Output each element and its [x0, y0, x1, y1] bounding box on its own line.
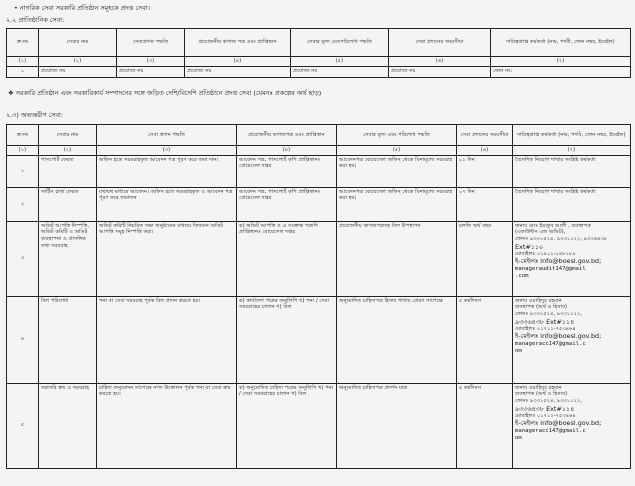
column-number: (৩) — [117, 57, 185, 67]
officer-line: ৯৩৩৬৪৩৮ Ext#১১৪ — [515, 317, 575, 326]
service-name: অডিট আপত্তি নিস্পত্তি, অডিট কমিটি ও অডিট ব্যবস্থাপনা ও প্রাসঙ্গিক তথ্য সরবরাহ — [39, 221, 97, 296]
officer-email-line[interactable]: manageracc147@gmail.c — [515, 340, 586, 347]
time-limit: ৫ কর্মদিবস — [457, 383, 513, 468]
table-row — [7, 155, 631, 187]
header-cell: সেবা প্রদানের সময়সীমা — [457, 125, 513, 146]
cell: প্রযোজ্য নয় — [389, 66, 491, 77]
officer-line: মোবাইলঃ ০১৭১২-৭৫৩৪৬৪ — [515, 412, 576, 419]
column-number: (১) — [7, 57, 39, 67]
officer-email-line[interactable]: ই-মেইলঃ info@boesl.gov.bd; — [515, 419, 602, 428]
officer-email-line[interactable]: om — [515, 434, 522, 441]
officer-email-line[interactable]: ই-মেইলঃ info@boesl.gov.bd; — [515, 257, 602, 266]
internal-service-table — [6, 124, 631, 469]
column-number: (৪) — [237, 146, 337, 156]
header-cell: দায়িত্বপ্রাপ্ত কর্মকর্তা (নাম, পদবী, ফোন নম্বর, ইমেইল) — [491, 29, 631, 57]
service-method: যথাযথ মাধ্যমে আবেদন। অফিস হতে সরবরাহকৃত ও আবেদন পত্র পূরণ করে জমাদান — [97, 187, 237, 221]
officer-line: বৈদেশিক নিয়োগ শাখার সংশ্লিষ্ট কর্মকর্তা — [515, 188, 596, 195]
cell: প্রযোজ্য নয় — [185, 66, 291, 77]
column-number: (৬) — [457, 146, 513, 156]
column-number-row — [7, 57, 631, 67]
header-cell: সেবার নাম — [39, 29, 117, 57]
service-name: সরাসরি ক্রয় ও সরবরাহ — [39, 383, 97, 468]
row-number: ৫ — [7, 383, 39, 468]
header-cell: প্রয়োজনীয় কাগজ পত্র এবং প্রাপ্তিস্থান — [185, 29, 291, 57]
officer-line: ব্যবস্থাপক (অর্থ ও হিসাব) — [515, 304, 568, 311]
required-docs: ক) অডিট আপত্তি ও এ সংক্রান্ত পত্রাদি প্রাপ্তিস্থানঃ বোয়েসেল দপ্তর — [237, 221, 337, 296]
mid-note: ❖ সরকারি প্রতিষ্ঠান এবং সরকারিকার্য সম্পাদনের সঙ্গে জড়িত দেশি/বিদেশি প্রতিষ্ঠানে প্রদত্ত সেবা (যেমনঃ প্রকল্পের অর্থ ছাড়) — [8, 89, 322, 97]
column-number: (৪) — [185, 57, 291, 67]
row-number: ৪ — [7, 296, 39, 383]
officer-email-line[interactable]: om — [515, 347, 522, 354]
table-header-row — [7, 125, 631, 146]
table-row — [7, 221, 631, 296]
officer-line: ব্যবস্থাপক (অর্থ ও হিসাব) — [515, 391, 568, 398]
top-note: • নাগরিক সেবা সরকারি প্রতিষ্ঠান সমূহকে প্রদত্ত সেবা। — [14, 4, 150, 12]
column-number-row — [7, 146, 631, 156]
officer-line: ফোনঃ ৯৩৩১৫২৪, ৯৩৩১১২২, — [515, 310, 583, 317]
responsible-officer — [513, 296, 631, 383]
column-number: (৬) — [389, 57, 491, 67]
required-docs: ক) কার্যাদেশ পত্রের অনুলিপি খ) পন্য / সেবা সরবরাহের চালান গ) বিল — [237, 296, 337, 383]
responsible-officer — [513, 383, 631, 468]
service-name: পাসপোর্ট ফেরত — [39, 155, 97, 187]
column-number: (৩) — [97, 146, 237, 156]
officer-line: জনাব ওয়াহিদুর রহমান — [515, 384, 562, 391]
header-cell: সেবার নাম — [39, 125, 97, 146]
section-23-title: ২.৩) অভ্যন্তরীণ সেবা: — [6, 111, 64, 119]
column-number: (৫) — [291, 57, 389, 67]
time-limit: ০১ দিন — [457, 155, 513, 187]
officer-line: ফোনঃ ৯৩৩১৫২৪, ৯৩৩১১২২, — [515, 397, 583, 404]
price-method: অনুমোদিত চাহিদাপত্র হিসাব শাখায় প্রেরণ সাপেক্ষে — [337, 296, 457, 383]
header-cell: ক্র:নং — [7, 29, 39, 57]
responsible-officer — [513, 155, 631, 187]
officer-line: মোবাইলঃ ০১৭১২-৭৫৩৪৬৪ — [515, 325, 576, 332]
column-number: (৭) — [491, 57, 631, 67]
section-22-title: ২.২ প্রাতিষ্ঠানিক সেবা: — [6, 16, 65, 24]
cell: প্রযোজ্য নয় — [117, 66, 185, 77]
table-row — [7, 66, 631, 77]
table-row — [7, 296, 631, 383]
header-cell: সেবা প্রদানের সময়সীমা — [389, 29, 491, 57]
cell: প্রযোজ্য নয় — [291, 66, 389, 77]
table-row — [7, 383, 631, 468]
header-cell: সেবার মূল্য এবংপরিশোধ পদ্ধতি — [291, 29, 389, 57]
officer-line: (একাউন্টস এন্ড অডিট), — [515, 229, 566, 236]
institutional-service-table — [6, 28, 631, 78]
officer-email-line[interactable]: manageracc147@gmail.c — [515, 427, 586, 434]
row-number: ১ — [7, 155, 39, 187]
officer-line: ফোনঃ ৯৩৩১৫২৪, ৯৩৩১১২২, ৯৩৩৬৪৩৮ — [515, 235, 608, 242]
table-row — [7, 187, 631, 221]
table-header-row — [7, 29, 631, 57]
cell: ফোন নং: — [491, 66, 631, 77]
column-number: (১) — [7, 146, 39, 156]
required-docs: ক) অনুমোদিত চাহিদা পত্রের অনুলিপি খ) পন্য / সেবা সরবরাহের চালান গ) বিল — [237, 383, 337, 468]
service-method: অডিট কমিটি নিয়মিত সভা অনুষ্ঠানের মাধ্যমে বিদ্যমান অডিট আপত্তি সমূহ নিস্পত্তি করা। — [97, 221, 237, 296]
officer-line: জনাব ওয়াহিদুর রহমান — [515, 297, 562, 304]
column-number: (২) — [39, 57, 117, 67]
service-name: বিল পরিশোধ — [39, 296, 97, 383]
header-cell: ক্র:নং — [7, 125, 39, 146]
row-number: ২ — [7, 187, 39, 221]
price-method: আবেদনপত্র বোয়েসেল অফিস থেকে বিনামূল্যে সরবরাহ করা হয়। — [337, 187, 457, 221]
price-method: প্রয়োজনীয় কাগজপত্রসহ বিল উপস্থাপন — [337, 221, 457, 296]
officer-email-line[interactable]: ই-মেইলঃ info@boesl.gov.bd; — [515, 332, 602, 341]
officer-line: Ext#১১০ — [515, 242, 544, 251]
cell: প্রযোজ্য নয় — [39, 66, 117, 77]
service-method: চাহিদা অনুমোদন সাপেক্ষে নগদ উত্তোলন পূর্বক পন্য বা সেবা ক্রয় করতে হয়। — [97, 383, 237, 468]
officer-line: ৯৩৩৬৪৩৮ Ext#১১৪ — [515, 404, 575, 413]
officer-email-line[interactable]: manageraudit147@gmail — [515, 265, 586, 272]
header-cell: সেবার মূল্য এবং পরিশোধ পদ্ধতি — [337, 125, 457, 146]
responsible-officer — [513, 221, 631, 296]
officer-line: মোবাইলঃ ০১৮১১-১৪৮১৮৯ — [515, 250, 576, 257]
price-method: অনুমোদিত চাহিদাপত্র প্রদর্শন মাত্র — [337, 383, 457, 468]
header-cell: প্রয়োজনীয় কাগজপত্র এবং প্রাপ্তিস্থান — [237, 125, 337, 146]
officer-line: বৈদেশিক নিয়োগ শাখার সংশ্লিষ্ট কর্মকর্তা — [515, 156, 596, 163]
column-number: (২) — [39, 146, 97, 156]
header-cell: সেবা প্রদান পদ্ধতি — [97, 125, 237, 146]
service-method: অফিস হতে সরবরাহকৃত আবেদন পত্র পূরণ করে জমা দান। — [97, 155, 237, 187]
time-limit: ০৭ দিন — [457, 187, 513, 221]
officer-email-line[interactable]: .com — [515, 272, 529, 279]
required-docs: আবেদন পত্র, পাসপোর্ট কপি প্রাপ্তিস্থানঃ বোয়েসেল দপ্তর — [237, 187, 337, 221]
header-cell: দায়িত্বপ্রাপ্ত কর্মকর্তা (নাম, পদবি, ফোন নম্বর, ইমেইল) — [513, 125, 631, 146]
time-limit: চলতি অর্থ বছর — [457, 221, 513, 296]
time-limit: ৫ কর্মদিবস — [457, 296, 513, 383]
price-method: আবেদনপত্র বোয়েসেল অফিস থেকে বিনামূল্যে সরবরাহ করা হয়। — [337, 155, 457, 187]
responsible-officer — [513, 187, 631, 221]
service-method: পন্য বা সেবা সরবরাহ পূর্বক বিল প্রদান করতে হয়। — [97, 296, 237, 383]
row-number: ৩ — [7, 221, 39, 296]
officer-line: জনাব মোঃ ইয়াকুব আলী , ব্যবস্থাপক — [515, 222, 591, 229]
column-number: (৫) — [337, 146, 457, 156]
service-name: সার্টিস চার্জ ফেরত — [39, 187, 97, 221]
column-number: (৭) — [513, 146, 631, 156]
header-cell: সেবাপ্রদান পদ্ধতি — [117, 29, 185, 57]
row-number: ১ — [7, 66, 39, 77]
required-docs: আবেদন পত্র, পাসপোর্ট কপি প্রাপ্তিস্থানঃ বোয়েসেল দপ্তর — [237, 155, 337, 187]
